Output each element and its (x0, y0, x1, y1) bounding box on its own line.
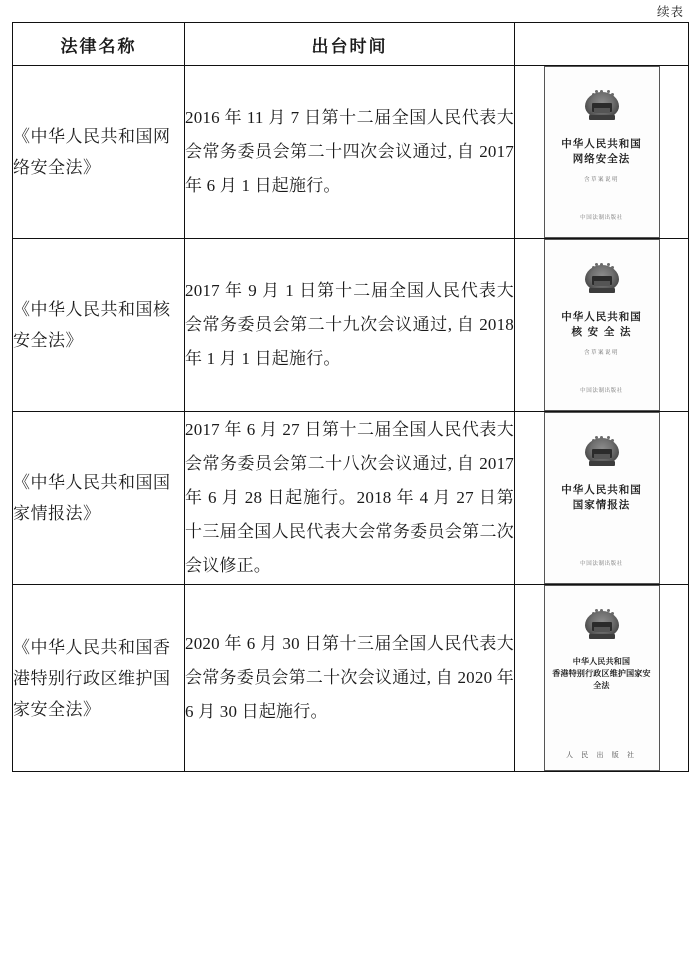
law-name-text: 《中华人民共和国核安全法》 (13, 300, 171, 350)
table-header-row (13, 23, 689, 66)
cover-title: 中华人民共和国 国家情报法 (561, 484, 642, 511)
table-row (13, 412, 689, 585)
cell-release-time: 2017 年 9 月 1 日第十二届全国人民代表大会常务委员会第二十九次会议通过, 自 2018 年 1 月 1 日起施行。 (185, 239, 515, 412)
column-header-release-time: 出台时间 (185, 23, 515, 66)
column-header-law-name: 法律名称 (13, 23, 185, 66)
national-emblem-icon (585, 262, 619, 296)
cell-book-cover (515, 239, 689, 412)
national-emblem-icon (585, 89, 619, 123)
cover-publisher: 中国法制出版社 (580, 561, 623, 567)
book-cover (544, 585, 660, 771)
cover-title: 中华人民共和国 核 安 全 法 (561, 311, 642, 338)
cover-publisher: 中国法制出版社 (580, 388, 623, 394)
cell-book-cover (515, 585, 689, 772)
table-row (13, 585, 689, 772)
cell-release-time: 2017 年 6 月 27 日第十二届全国人民代表大会常务委员会第二十八次会议通过, 自 2017 年 6 月 28 日起施行。2018 年 4 月 27 日第十三届全国人民代表大会常务委员会第二次会议修正。 (185, 412, 515, 585)
continuation-note: 续表 (656, 4, 684, 19)
cell-release-time: 2020 年 6 月 30 日第十三届全国人民代表大会常务委员会第二十次会议通过, 自 2020 年 6 月 30 日起施行。 (185, 585, 515, 772)
law-name-text: 《中华人民共和国香港特别行政区维护国家安全法》 (13, 637, 171, 719)
cell-law-name (13, 239, 185, 412)
national-emblem-icon (585, 435, 619, 469)
book-cover (544, 412, 660, 584)
cover-title: 中华人民共和国 网络安全法 (561, 138, 642, 165)
table-row (13, 239, 689, 412)
cover-publisher: 中国法制出版社 (580, 215, 623, 221)
book-cover (544, 66, 660, 238)
cell-book-cover (515, 412, 689, 585)
book-cover (544, 239, 660, 411)
national-emblem-icon (585, 608, 619, 642)
law-name-text: 《中华人民共和国国家情报法》 (13, 473, 171, 523)
column-header-cover-image (515, 23, 689, 66)
table-body (13, 66, 689, 772)
law-list-table (12, 22, 689, 772)
cell-law-name (13, 412, 185, 585)
cover-title: 中华人民共和国 香港特别行政区维护国家安全法 (552, 657, 651, 690)
cover-publisher: 人 民 出 版 社 (566, 751, 637, 759)
cover-subtitle: 含草案说明 (583, 350, 619, 356)
cell-book-cover (515, 66, 689, 239)
cell-law-name (13, 66, 185, 239)
cell-release-time: 2016 年 11 月 7 日第十二届全国人民代表大会常务委员会第二十四次会议通过, 自 2017 年 6 月 1 日起施行。 (185, 66, 515, 239)
cover-subtitle: 含草案说明 (583, 177, 619, 183)
table-row (13, 66, 689, 239)
law-name-text: 《中华人民共和国网络安全法》 (13, 127, 171, 177)
cell-law-name (13, 585, 185, 772)
table-header (13, 23, 689, 66)
